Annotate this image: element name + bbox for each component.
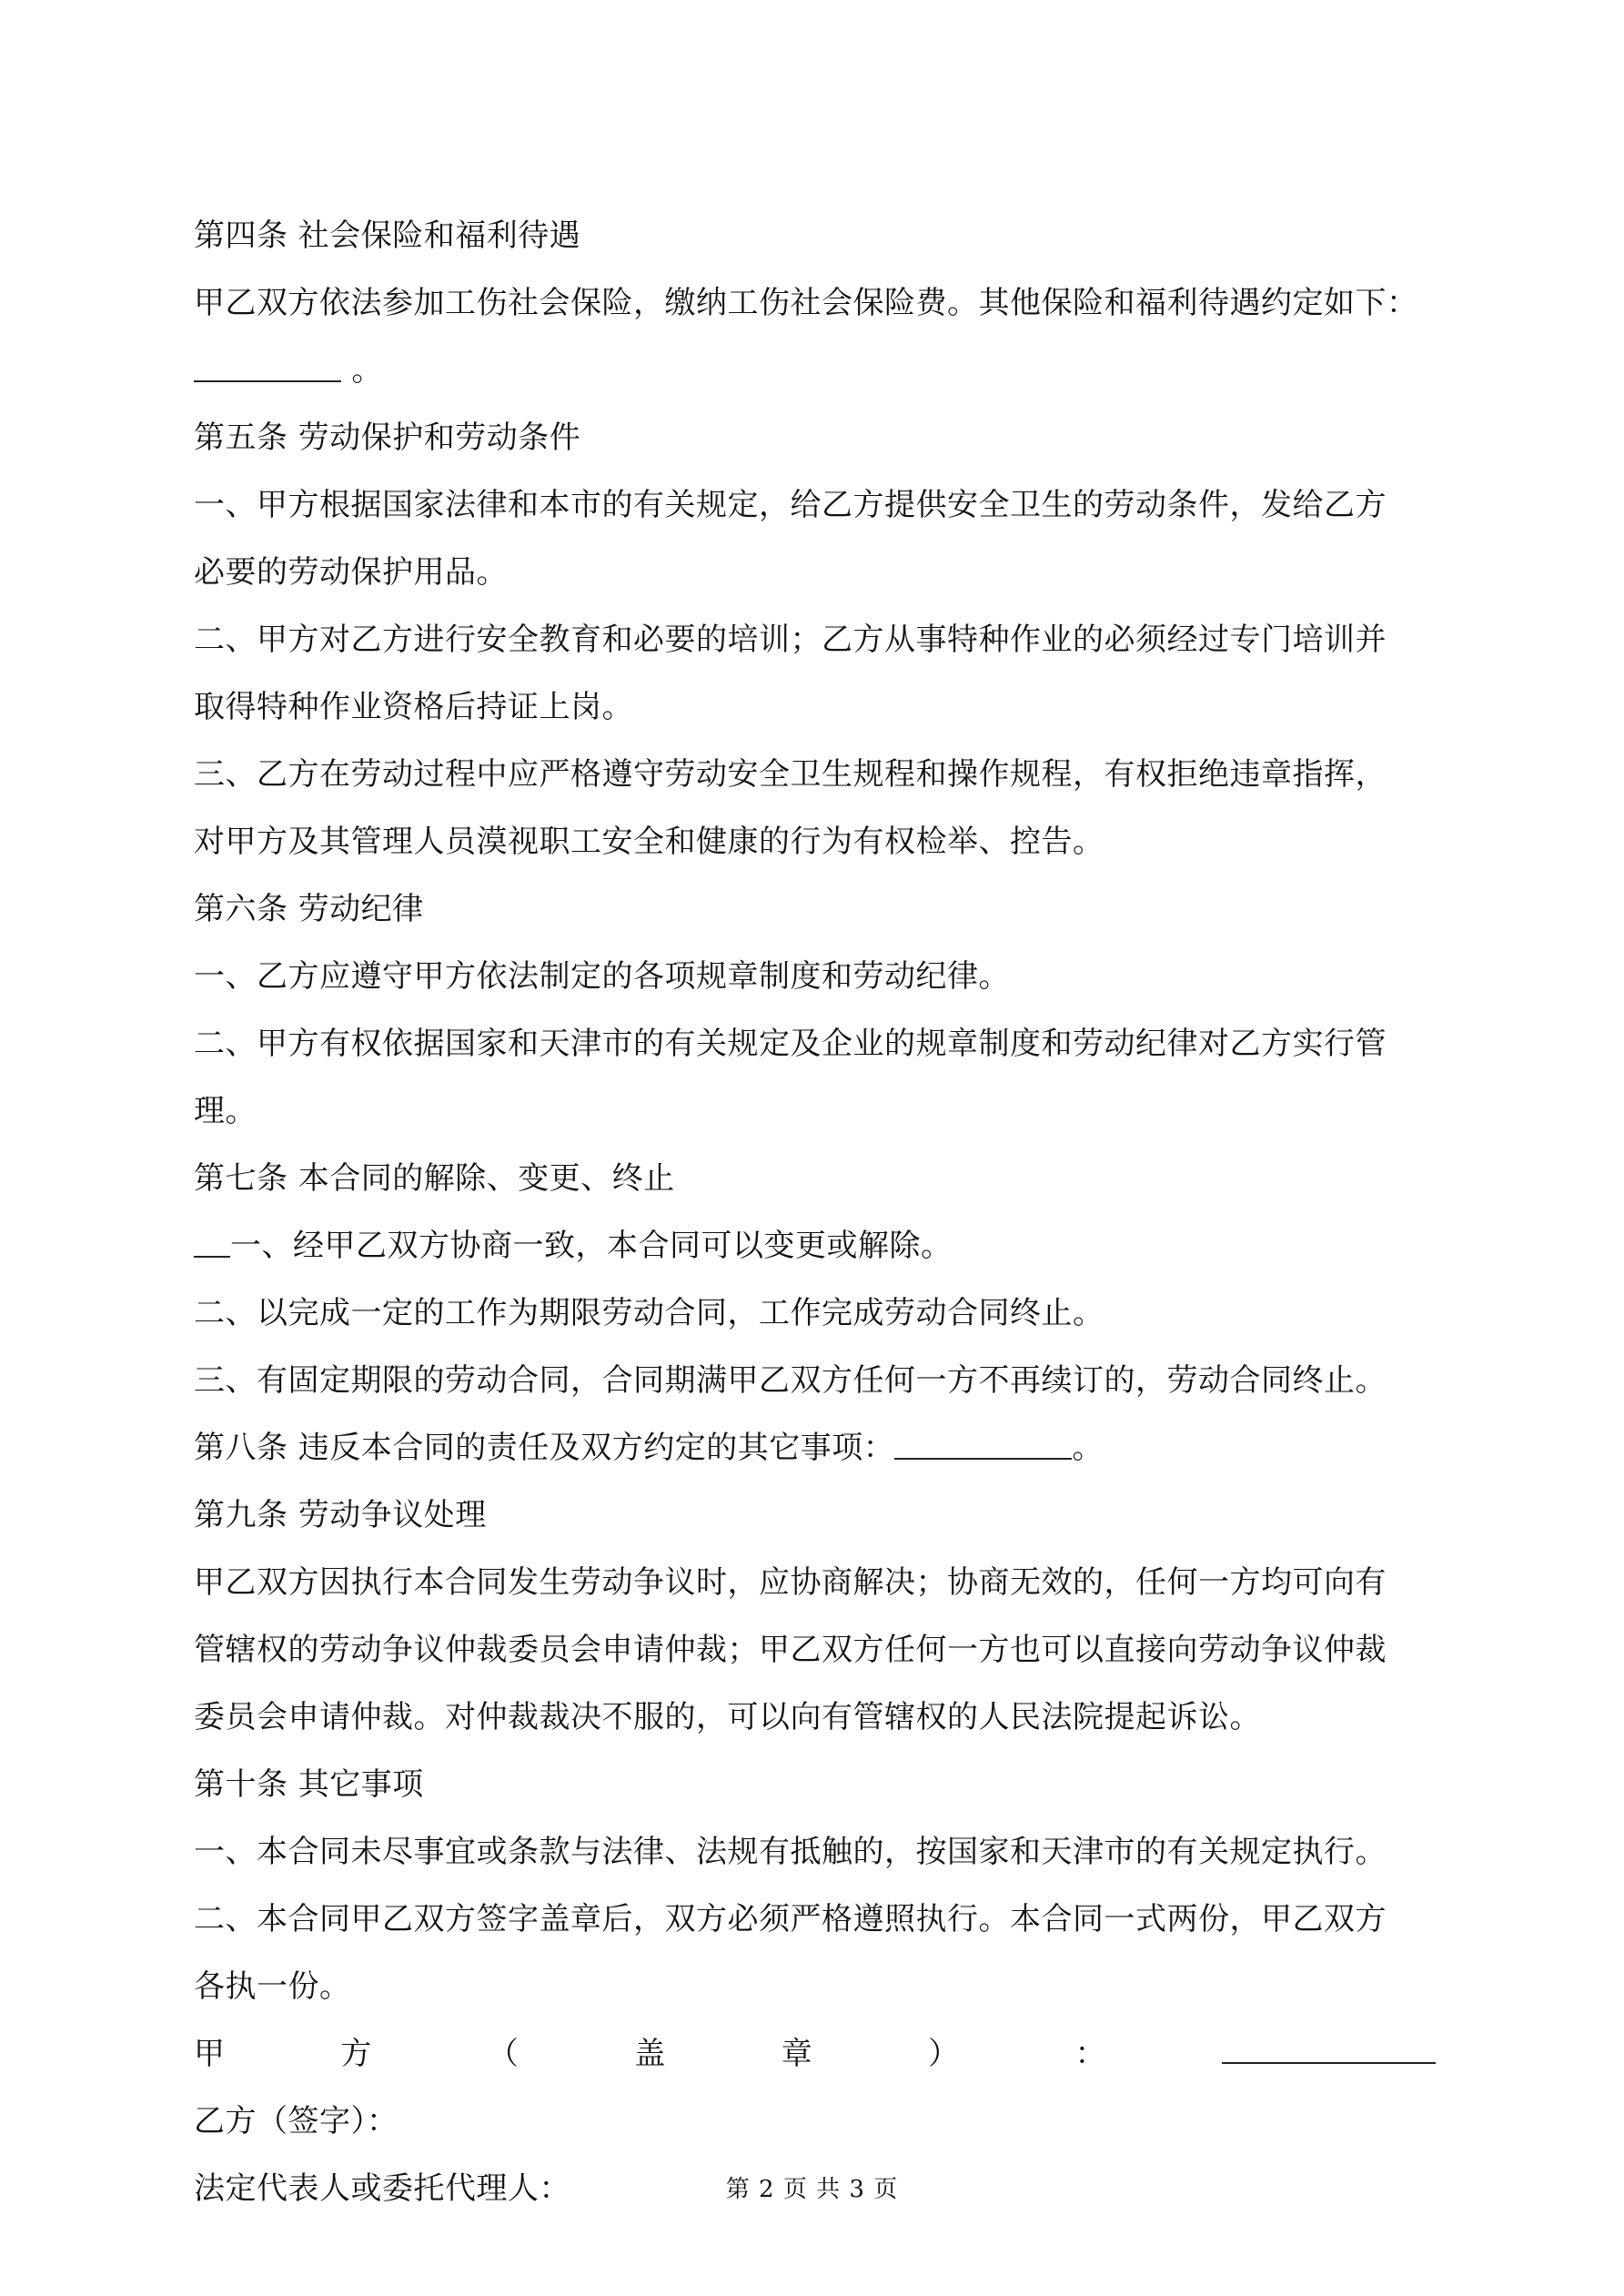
- sig-char: 甲: [194, 2036, 226, 2072]
- paragraph-line: 取得特种作业资格后持证上岗。: [194, 689, 633, 725]
- paragraph-line: [194, 1212, 1436, 1279]
- article-8-heading: [194, 1414, 1436, 1482]
- party-a-signature-row: [194, 2020, 1436, 2088]
- paragraph-line: 甲乙双方因执行本合同发生劳动争议时，应协商解决；协商无效的，任何一方均可向有: [194, 1564, 1387, 1601]
- paragraph-line: 二、以完成一定的工作为期限劳动合同，工作完成劳动合同终止。: [194, 1295, 1105, 1331]
- sig-char: ：: [1074, 2036, 1107, 2072]
- paragraph-line: 二、本合同甲乙双方签字盖章后，双方必须严格遵照执行。本合同一式两份，甲乙双方: [194, 1901, 1387, 1937]
- article-7-heading: 第七条 本合同的解除、变更、终止: [194, 1160, 675, 1197]
- fill-in-blank: [894, 1431, 1072, 1460]
- paragraph-line: 二、甲方有权依据国家和天津市的有关规定及企业的规章制度和劳动纪律对乙方实行管: [194, 1026, 1387, 1062]
- sig-char: （: [487, 2036, 519, 2072]
- footer-prefix: 第: [725, 2176, 751, 2203]
- total-page-number: 3: [849, 2176, 865, 2203]
- paragraph-line: 一、甲方根据国家法律和本市的有关规定，给乙方提供安全卫生的劳动条件，发给乙方: [194, 487, 1387, 523]
- paragraph-line: 三、有固定期限的劳动合同，合同期满甲乙双方任何一方不再续订的，劳动合同终止。: [194, 1362, 1387, 1399]
- paragraph-line: 甲乙双方依法参加工伤社会保险，缴纳工伤社会保险费。其他保险和福利待遇约定如下：: [194, 285, 1418, 321]
- article-10-heading: 第十条 其它事项: [194, 1766, 424, 1803]
- party-b-signature: 乙方（签字）：: [194, 2103, 398, 2139]
- paragraph-line: 一、本合同未尽事宜或条款与法律、法规有抵触的，按国家和天津市的有关规定执行。: [194, 1834, 1387, 1870]
- paragraph-line: 委员会申请仲裁。对仲裁裁决不服的，可以向有管辖权的人民法院提起诉讼。: [194, 1699, 1261, 1735]
- sig-char: ）: [928, 2036, 960, 2072]
- footer-suffix: 页: [873, 2176, 899, 2203]
- contract-body: [194, 202, 1436, 2222]
- fill-in-line: [194, 337, 1436, 404]
- current-page-number: 2: [759, 2176, 775, 2203]
- paragraph-line: 各执一份。: [194, 1968, 351, 2005]
- page-footer: [0, 2173, 1624, 2206]
- indent-blank: [194, 1229, 230, 1258]
- period: 。: [351, 352, 383, 389]
- article-9-heading: 第九条 劳动争议处理: [194, 1497, 487, 1533]
- period: 。: [1072, 1430, 1104, 1466]
- fill-in-blank: [194, 353, 341, 382]
- signature-blank: [1222, 2035, 1436, 2064]
- paragraph-line: 二、甲方对乙方进行安全教育和必要的培训；乙方从事特种作业的必须经过专门培训并: [194, 622, 1387, 658]
- sig-char: 章: [781, 2036, 813, 2072]
- paragraph-line: 对甲方及其管理人员漠视职工安全和健康的行为有权检举、控告。: [194, 824, 1105, 860]
- paragraph-line: 三、乙方在劳动过程中应严格遵守劳动安全卫生规程和操作规程，有权拒绝违章指挥，: [194, 756, 1387, 793]
- paragraph-line: 必要的劳动保护用品。: [194, 554, 508, 591]
- article-4-heading: 第四条 社会保险和福利待遇: [194, 217, 581, 254]
- paragraph-text: 一、经甲乙双方协商一致，本合同可以变更或解除。: [230, 1228, 953, 1264]
- article-8-text: 第八条 违反本合同的责任及双方约定的其它事项：: [194, 1430, 895, 1466]
- paragraph-line: 管辖权的劳动争议仲裁委员会申请仲裁；甲乙双方任何一方也可以直接向劳动争议仲裁: [194, 1632, 1387, 1668]
- sig-char: 方: [340, 2036, 372, 2072]
- article-5-heading: 第五条 劳动保护和劳动条件: [194, 420, 581, 456]
- footer-mid: 页 共: [782, 2176, 842, 2203]
- paragraph-line: 一、乙方应遵守甲方依法制定的各项规章制度和劳动纪律。: [194, 958, 1010, 995]
- article-6-heading: 第六条 劳动纪律: [194, 891, 424, 927]
- legal-representative: 法定代表人或委托代理人：: [194, 2170, 570, 2207]
- paragraph-line: 理。: [194, 1093, 257, 1129]
- sig-char: 盖: [634, 2036, 666, 2072]
